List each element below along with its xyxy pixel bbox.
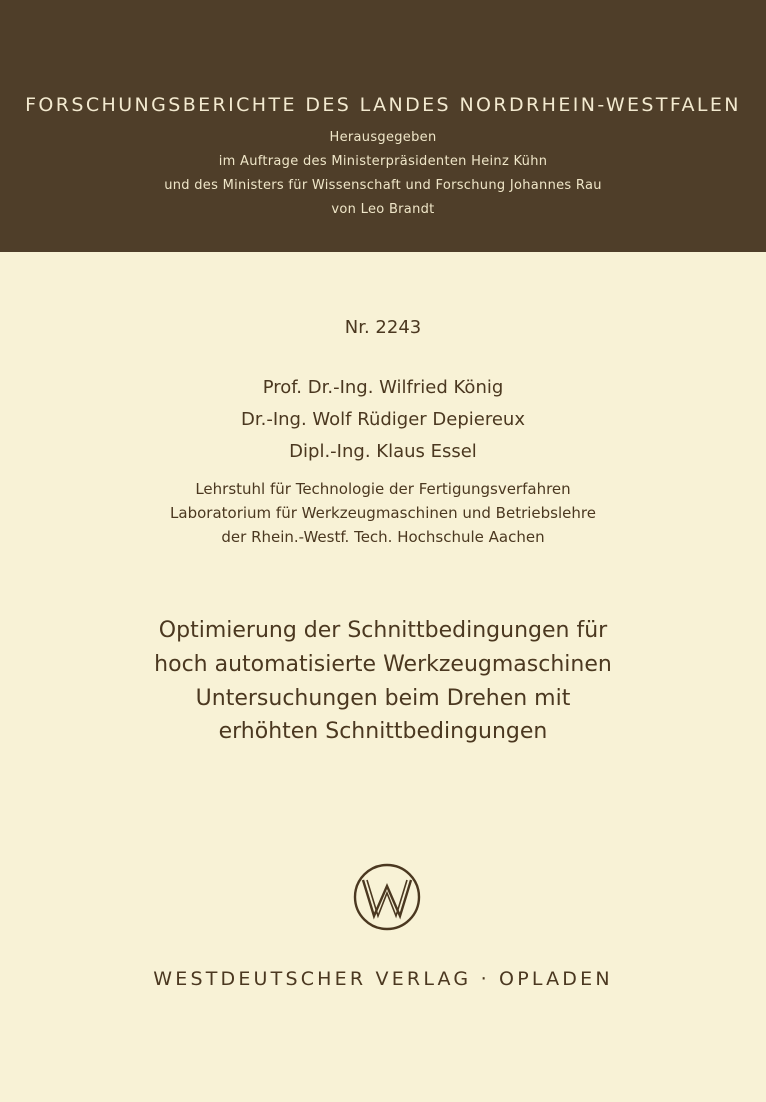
editor-line: Herausgegeben [329, 130, 437, 145]
institution-line: Lehrstuhl für Technologie der Fertigungsverfahren [195, 480, 571, 498]
publisher-logo-icon [352, 862, 422, 932]
book-title-line: hoch automatisierte Werkzeugmaschinen [154, 652, 612, 677]
book-title-line: erhöhten Schnittbedingungen [218, 719, 548, 744]
institution-line: Laboratorium für Werkzeugmaschinen und Betriebslehre [170, 504, 596, 522]
editor-line: und des Ministers für Wissenschaft und Forschung Johannes Rau [164, 178, 602, 193]
author-name: Prof. Dr.-Ing. Wilfried König [262, 377, 504, 398]
author-name: Dr.-Ing. Wolf Rüdiger Depiereux [241, 409, 525, 430]
author-name: Dipl.-Ing. Klaus Essel [289, 441, 477, 462]
book-title-line: Untersuchungen beim Drehen mit [195, 686, 571, 711]
header-band [0, 0, 766, 252]
editor-line: im Auftrage des Ministerpräsidenten Heinz Kühn [218, 154, 548, 169]
series-title: FORSCHUNGSBERICHTE DES LANDES NORDRHEIN-WESTFALEN [25, 94, 741, 116]
publisher-name: WESTDEUTSCHER VERLAG · OPLADEN [153, 968, 613, 990]
report-number: Nr. 2243 [344, 317, 422, 338]
institution-line: der Rhein.-Westf. Tech. Hochschule Aachen [221, 528, 545, 546]
editor-line: von Leo Brandt [331, 202, 435, 217]
book-title-line: Optimierung der Schnittbedingungen für [158, 618, 608, 643]
